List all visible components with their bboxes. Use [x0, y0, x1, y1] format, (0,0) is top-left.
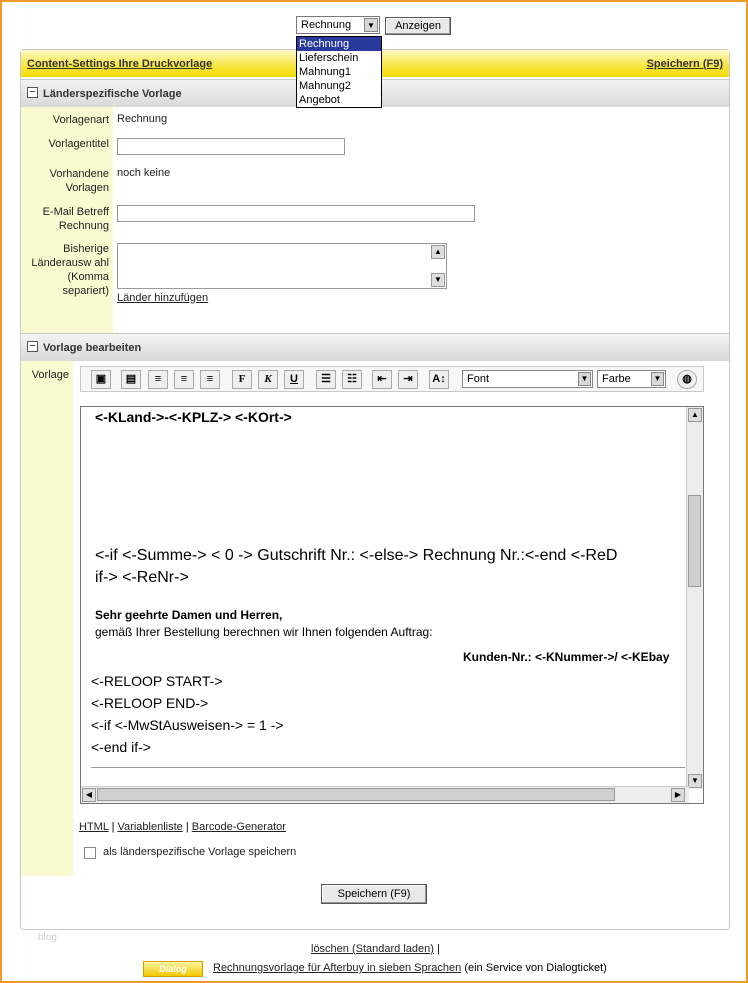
promo-suffix: (ein Service von Dialogticket)	[461, 962, 607, 974]
font-size-icon[interactable]: A↕	[429, 370, 449, 389]
email-subject-label	[21, 205, 109, 233]
horizontal-rule	[91, 767, 685, 768]
scroll-down-icon[interactable]: ▼	[688, 774, 702, 788]
editor-line: <-if <-MwStAusweisen-> = 1 ->	[91, 717, 284, 733]
outdent-icon[interactable]: ⇤	[372, 370, 392, 389]
countries-label	[21, 242, 109, 298]
template-type-select-value: Rechnung	[301, 19, 352, 31]
scroll-thumb[interactable]	[688, 495, 701, 587]
countries-textarea[interactable]	[117, 243, 447, 289]
footer-promo	[213, 962, 607, 974]
vorhandene-label-line2: Vorlagen	[65, 182, 109, 194]
align-left-icon[interactable]: ≡	[148, 370, 168, 389]
save-icon[interactable]: ▣	[91, 370, 111, 389]
chevron-down-icon[interactable]: ▼	[364, 18, 378, 32]
link-separator: |	[185, 821, 189, 833]
delete-reset-link[interactable]: löschen (Standard laden)	[311, 943, 434, 955]
option-lieferschein[interactable]: Lieferschein	[299, 52, 359, 64]
link-separator: |	[436, 943, 440, 955]
vorhandene-label-line1: Vorhandene	[49, 168, 109, 180]
vorhandene-value: noch keine	[117, 167, 171, 179]
option-angebot[interactable]: Angebot	[299, 94, 340, 106]
scroll-up-icon[interactable]: ▲	[431, 245, 445, 259]
scroll-up-icon[interactable]: ▲	[688, 408, 702, 422]
option-mahnung2[interactable]: Mahnung2	[299, 80, 351, 92]
section-edit-template-header[interactable]	[21, 333, 729, 361]
vorlagenart-label: Vorlagenart	[52, 114, 109, 126]
country-template-checkbox-label: als länderspezifische Vorlage speichern	[103, 846, 297, 858]
preview-icon[interactable]: ▤	[121, 370, 141, 389]
bold-button[interactable]: F	[232, 370, 252, 389]
editor-line: <-if <-Summe-> < 0 -> Gutschrift Nr.: <-else-> Rechnung Nr.:<-end <-ReD	[95, 547, 618, 564]
editor-links	[79, 821, 286, 833]
save-link[interactable]: Speichern (F9)	[646, 58, 723, 70]
save-button[interactable]: Speichern (F9)	[321, 884, 427, 904]
indent-icon[interactable]: ⇥	[398, 370, 418, 389]
email-subject-label-line2: Rechnung	[58, 220, 109, 232]
editor-line: <-RELOOP START->	[91, 673, 223, 689]
html-link[interactable]: HTML	[79, 821, 109, 833]
template-type-select[interactable]	[296, 16, 380, 34]
vorhandene-label	[21, 167, 109, 195]
vorlagenart-value: Rechnung	[117, 113, 168, 125]
section-country-template-title: Länderspezifische Vorlage	[43, 88, 182, 100]
countries-label-line4: separiert)	[62, 285, 109, 297]
email-subject-label-line1: E-Mail Betreff	[42, 206, 109, 218]
add-countries-link[interactable]: Länder hinzufügen	[117, 292, 209, 304]
label-column	[21, 361, 73, 876]
numbered-list-icon[interactable]: ☷	[342, 370, 362, 389]
link-separator: |	[111, 821, 115, 833]
editor-line: gemäß Ihrer Bestellung berechnen wir Ihnen folgenden Auftrag:	[95, 625, 433, 639]
country-template-checkbox[interactable]	[84, 847, 96, 859]
italic-button[interactable]: K	[258, 370, 278, 389]
color-select-value: Farbe	[602, 373, 631, 385]
variable-list-link[interactable]: Variablenliste	[117, 821, 183, 833]
section-edit-template-title: Vorlage bearbeiten	[43, 342, 142, 354]
editor-toolbar	[80, 366, 704, 392]
font-select[interactable]	[462, 370, 593, 388]
color-select[interactable]	[597, 370, 666, 388]
countries-label-line3: (Komma	[67, 271, 109, 283]
option-mahnung1[interactable]: Mahnung1	[299, 66, 351, 78]
underline-button[interactable]: U	[284, 370, 304, 389]
editor-line: if-> <-ReNr->	[95, 569, 189, 586]
countries-label-line1: Bisherige	[63, 243, 109, 255]
chevron-down-icon[interactable]: ▼	[651, 372, 664, 386]
scroll-down-icon[interactable]: ▼	[431, 273, 445, 287]
editor-line: Kunden-Nr.: <-KNummer->/ <-KEbay	[463, 650, 670, 664]
barcode-generator-link[interactable]: Barcode-Generator	[191, 821, 286, 833]
countries-label-line2: Länderausw ahl	[31, 257, 109, 269]
collapse-icon[interactable]: –	[27, 341, 38, 352]
editor-line: Sehr geehrte Damen und Herren,	[95, 608, 283, 622]
scroll-left-icon[interactable]: ◀	[82, 788, 96, 802]
vorlagentitel-input[interactable]	[117, 138, 345, 155]
vorlage-label: Vorlage	[31, 369, 69, 381]
editor-horizontal-scrollbar[interactable]	[81, 786, 689, 803]
show-button[interactable]: Anzeigen	[385, 17, 451, 35]
email-subject-input[interactable]	[117, 205, 475, 222]
vorlagentitel-label: Vorlagentitel	[48, 138, 109, 150]
template-editor[interactable]	[80, 406, 704, 804]
collapse-icon[interactable]: –	[27, 87, 38, 98]
blog-label: blog	[38, 932, 57, 943]
footer-delete	[311, 943, 440, 955]
panel-title-link[interactable]: Content-Settings Ihre Druckvorlage	[27, 58, 213, 70]
globe-link-icon[interactable]: ◍	[677, 370, 697, 389]
align-right-icon[interactable]: ≡	[200, 370, 220, 389]
bullet-list-icon[interactable]: ☰	[316, 370, 336, 389]
editor-line: <-end if->	[91, 739, 151, 755]
dialogticket-logo[interactable]: Dialog	[143, 961, 203, 977]
editor-vertical-scrollbar[interactable]	[686, 407, 703, 789]
option-rechnung[interactable]: Rechnung	[297, 37, 381, 51]
scroll-right-icon[interactable]: ▶	[671, 788, 685, 802]
promo-link[interactable]: Rechnungsvorlage für Afterbuy in sieben Sprachen	[213, 962, 462, 974]
editor-line: <-KLand->-<-KPLZ-> <-KOrt->	[95, 409, 292, 425]
align-center-icon[interactable]: ≡	[174, 370, 194, 389]
font-select-value: Font	[467, 373, 490, 385]
template-type-dropdown	[296, 36, 382, 108]
chevron-down-icon[interactable]: ▼	[578, 372, 591, 386]
scroll-thumb[interactable]	[97, 788, 615, 801]
editor-line: <-RELOOP END->	[91, 695, 209, 711]
